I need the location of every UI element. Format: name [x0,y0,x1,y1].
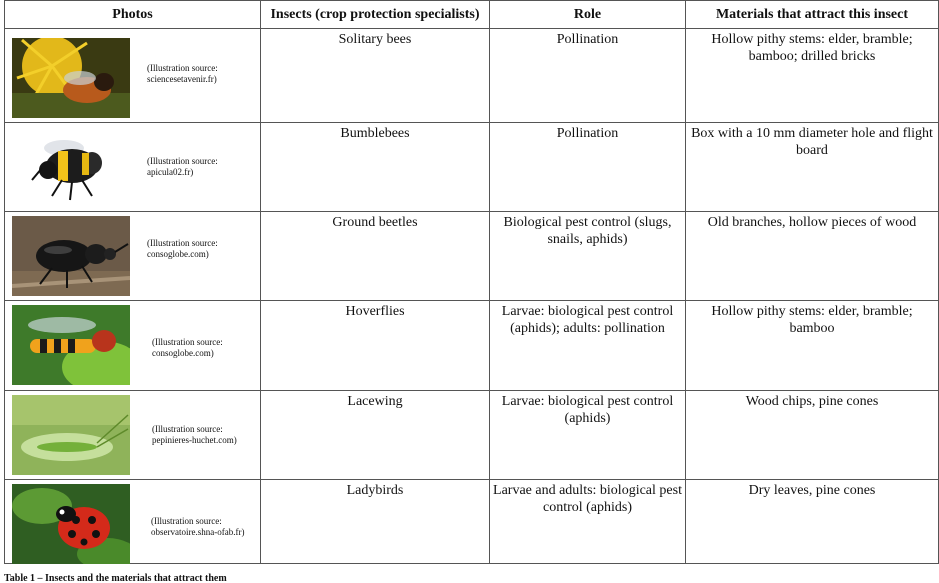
insect-name: Ladybirds [261,480,490,564]
insect-name: Hoverflies [261,301,490,391]
photo-cell [5,212,261,301]
table-caption: Table 1 – Insects and the materials that attract them [4,573,227,583]
insect-role: Pollination [490,123,686,212]
table-row [5,29,939,123]
insect-role: Biological pest control (slugs, snails, aphids) [490,212,686,301]
header-photos: Photos [5,1,261,29]
illustration-source: (Illustration source: observatoire.shna-ofab.fr) [151,516,245,537]
insect-materials: Box with a 10 mm diameter hole and flight board [686,123,939,212]
table-row [5,123,939,212]
bumblebee-photo [12,128,130,208]
insect-name: Lacewing [261,391,490,480]
insect-name: Bumblebees [261,123,490,212]
insect-materials: Old branches, hollow pieces of wood [686,212,939,301]
table-row [5,301,939,391]
illustration-source: (Illustration source: apicula02.fr) [147,156,218,177]
table-row [5,480,939,564]
insect-name: Solitary bees [261,29,490,123]
photo-cell [5,391,261,480]
illustration-source: (Illustration source: sciencesetavenir.fr) [147,63,218,84]
insects-table [4,0,939,564]
insect-materials: Hollow pithy stems: elder, bramble; bamboo [686,301,939,391]
insect-role: Larvae: biological pest control (aphids) [490,391,686,480]
lacewing-photo [12,395,130,475]
header-insects: Insects (crop protection specialists) [261,1,490,29]
header-row [5,1,939,29]
illustration-source: (Illustration source: pepinieres-huchet.com) [152,424,237,445]
hoverfly-photo [12,305,130,385]
solitary-bee-photo [12,38,130,118]
header-role: Role [490,1,686,29]
insect-role: Larvae and adults: biological pest control (aphids) [490,480,686,564]
photo-cell [5,480,261,564]
insect-materials: Wood chips, pine cones [686,391,939,480]
photo-cell [5,29,261,123]
header-materials: Materials that attract this insect [686,1,939,29]
insect-role: Pollination [490,29,686,123]
illustration-source: (Illustration source: consoglobe.com) [147,238,218,259]
insect-name: Ground beetles [261,212,490,301]
photo-cell [5,123,261,212]
insect-role: Larvae: biological pest control (aphids); adults: pollination [490,301,686,391]
illustration-source: (Illustration source: consoglobe.com) [152,337,223,358]
insect-materials: Hollow pithy stems: elder, bramble; bamboo; drilled bricks [686,29,939,123]
insect-materials: Dry leaves, pine cones [686,480,939,564]
table-row [5,391,939,480]
ladybird-photo [12,484,130,564]
table-row [5,212,939,301]
photo-cell [5,301,261,391]
ground-beetle-photo [12,216,130,296]
